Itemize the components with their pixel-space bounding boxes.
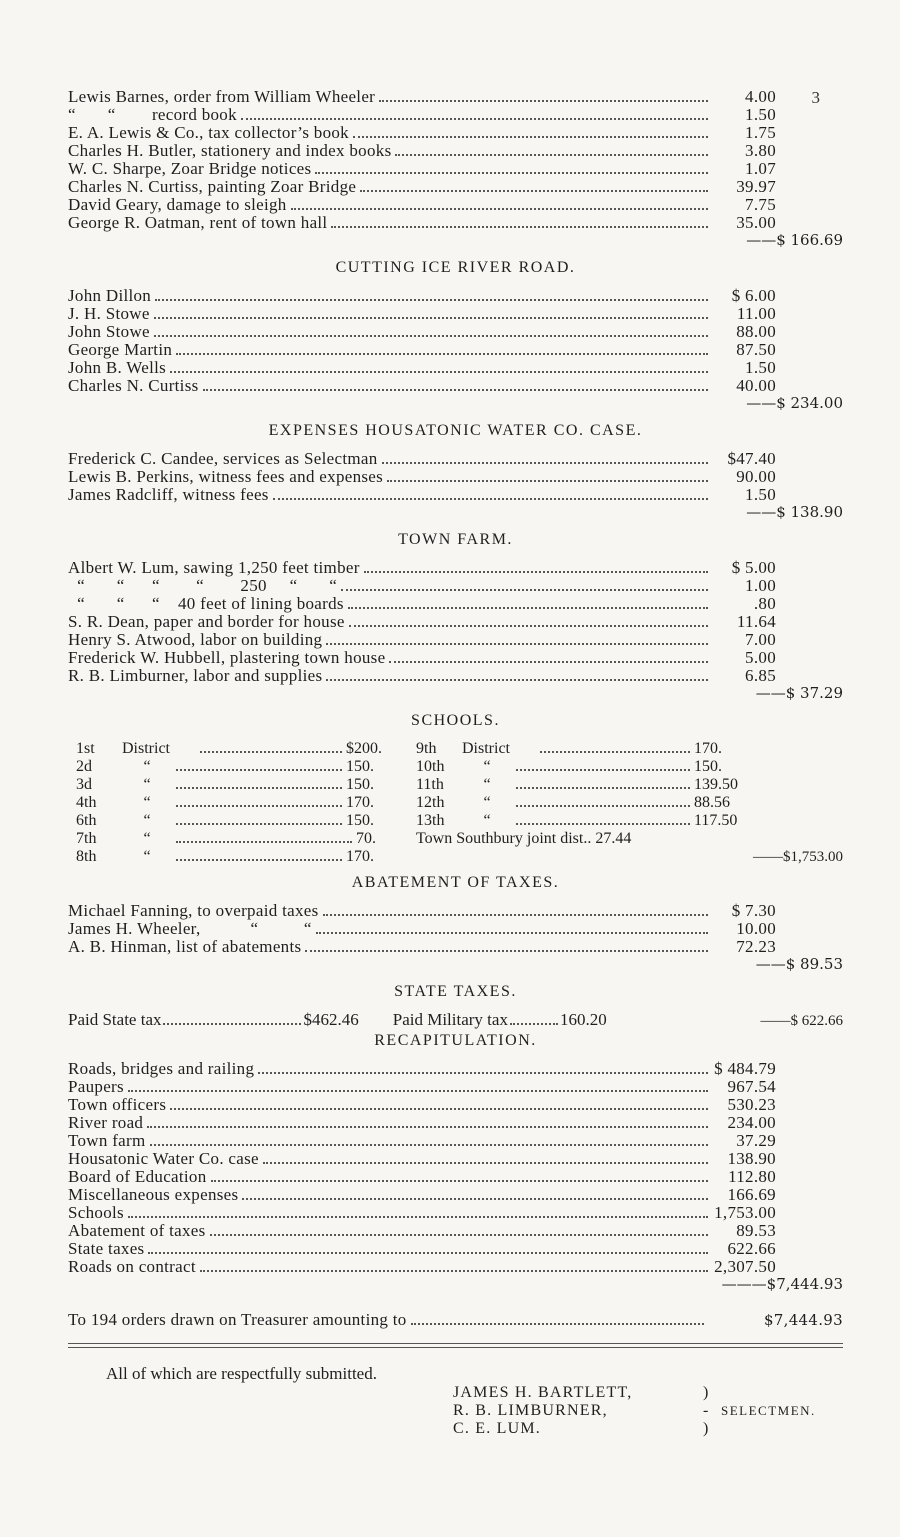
district-amount: 70.: [356, 830, 376, 847]
ledger-row: [68, 1060, 776, 1078]
leader-dots: [315, 172, 708, 174]
leader-dots: [170, 1108, 708, 1110]
school-row: [68, 776, 408, 794]
row-label: W. C. Sharpe, Zoar Bridge notices: [68, 159, 312, 178]
row-amount: 4.00: [745, 87, 776, 106]
row-amount: 1.75: [745, 123, 776, 142]
leader-dots: [516, 805, 690, 807]
section-total: ——$ 166.69: [746, 231, 843, 249]
row-label: John Dillon: [68, 286, 152, 305]
row-amount: .80: [753, 594, 776, 613]
orders-amount: $7,444.93: [763, 1311, 843, 1329]
leader-dots: [516, 787, 690, 789]
row-amount: 6.85: [745, 666, 776, 685]
row-label: John Stowe: [68, 322, 150, 341]
leader-dots: [389, 661, 708, 663]
leader-dots: [176, 787, 342, 789]
leader-dots: [200, 1270, 708, 1272]
ditto-mark: “: [143, 794, 151, 811]
leader-dots: [540, 751, 690, 753]
district-ordinal: 11th: [416, 776, 444, 793]
row-label: Lewis B. Perkins, witness fees and expenses: [68, 467, 384, 486]
district-ordinal: 3d: [76, 776, 92, 793]
row-amount: 3.80: [745, 141, 776, 160]
section-heading: RECAPITULATION.: [374, 1032, 537, 1049]
leader-dots: [128, 1090, 708, 1092]
row-amount: $ 5.00: [731, 558, 776, 577]
row-label: Lewis Barnes, order from William Wheeler: [68, 87, 376, 106]
ledger-row: [68, 124, 776, 142]
leader-dots: [360, 190, 708, 192]
district-ordinal: 8th: [76, 848, 97, 865]
row-amount: 11.00: [736, 304, 776, 323]
ditto-mark: “: [143, 776, 151, 793]
school-row: [408, 812, 843, 830]
ledger-row: [68, 88, 776, 106]
row-amount: 87.50: [736, 340, 776, 359]
row-amount: 10.00: [736, 919, 776, 938]
row-label: “ “ “ 40 feet of lining boards: [68, 594, 344, 613]
leader-dots: [291, 208, 708, 210]
ledger-row: [68, 938, 776, 956]
schools-table: [68, 740, 843, 866]
row-amount: 2,307.50: [714, 1257, 776, 1276]
school-row: [68, 812, 408, 830]
row-label: Albert W. Lum, sawing 1,250 feet timber: [68, 558, 360, 577]
ditto-mark: “: [143, 812, 151, 829]
district-word: District: [122, 740, 170, 757]
leader-dots: [395, 154, 708, 156]
row-amount: 1.00: [745, 576, 776, 595]
district-ordinal: 1st: [76, 740, 95, 757]
abatement-section: [68, 874, 848, 973]
district-amount: 170.: [346, 794, 374, 811]
paid-military-amount: 160.20: [559, 1010, 607, 1029]
school-row: [408, 830, 843, 848]
ditto-mark: “: [483, 776, 491, 793]
joint-district-amount: 27.44: [595, 830, 632, 847]
ledger-row: [68, 450, 776, 468]
ledger-row: [68, 196, 776, 214]
ledger-row: [68, 613, 776, 631]
section-total: ——$ 622.66: [760, 1013, 843, 1029]
row-label: Michael Fanning, to overpaid taxes: [68, 901, 319, 920]
school-row: [408, 776, 843, 794]
row-amount: 89.53: [736, 1221, 776, 1240]
leader-dots: [273, 498, 708, 500]
row-label: George R. Oatman, rent of town hall: [68, 213, 328, 232]
ice-section: [68, 259, 848, 412]
state-taxes-section: [68, 983, 848, 1030]
section-heading: CUTTING ICE RIVER ROAD.: [335, 259, 576, 276]
district-ordinal: 2d: [76, 758, 92, 775]
ledger-row: [68, 214, 776, 232]
row-amount: 35.00: [736, 213, 776, 232]
section-total: ——$ 89.53: [755, 955, 843, 973]
row-label: Housatonic Water Co. case: [68, 1149, 259, 1168]
section-heading: TOWN FARM.: [398, 531, 513, 548]
district-amount: 170.: [694, 740, 722, 757]
leader-dots: [176, 353, 708, 355]
leader-dots: [411, 1323, 704, 1325]
section-total: ——$ 234.00: [746, 394, 843, 412]
ledger-row: [68, 359, 776, 377]
district-amount: 117.50: [694, 812, 738, 829]
brace-mark: ) - ): [703, 1384, 710, 1437]
row-label: Board of Education: [68, 1167, 207, 1186]
leader-dots: [387, 480, 708, 482]
ledger-row: [68, 1078, 776, 1096]
row-amount: 112.80: [728, 1167, 776, 1186]
leader-dots: [323, 914, 709, 916]
leader-dots: [510, 1023, 558, 1025]
district-ordinal: 6th: [76, 812, 97, 829]
leader-dots: [163, 1023, 301, 1025]
water-case-section: [68, 422, 848, 521]
row-amount: 166.69: [727, 1185, 776, 1204]
paid-military-label: Paid Military tax: [392, 1010, 508, 1029]
section-heading: SCHOOLS.: [411, 712, 500, 729]
row-amount: 39.97: [736, 177, 776, 196]
district-amount: 150.: [694, 758, 722, 775]
row-amount: 40.00: [736, 376, 776, 395]
district-amount: 170.: [346, 848, 374, 865]
row-label: Town officers: [68, 1095, 167, 1114]
school-row: [408, 848, 843, 866]
ledger-row: [68, 902, 776, 920]
ledger-row: [68, 649, 776, 667]
schools-section: [68, 712, 848, 866]
recap-section: [68, 1032, 848, 1293]
row-label: David Geary, damage to sleigh: [68, 195, 287, 214]
joint-district-label: Town Southbury joint dist..: [416, 830, 592, 847]
signer-name: C. E. LUM.: [453, 1420, 541, 1437]
row-label: Schools: [68, 1203, 124, 1222]
ledger-row: [68, 468, 776, 486]
row-label: John B. Wells: [68, 358, 167, 377]
row-amount: 88.00: [736, 322, 776, 341]
ledger-row: [68, 1096, 776, 1114]
row-amount: 1.50: [745, 358, 776, 377]
leader-dots: [316, 932, 708, 934]
row-amount: $ 484.79: [714, 1059, 776, 1078]
district-amount: 150.: [346, 812, 374, 829]
row-amount: 967.54: [727, 1077, 776, 1096]
row-label: Frederick W. Hubbell, plastering town house: [68, 648, 386, 667]
school-row: [408, 794, 843, 812]
section-heading: ABATEMENT OF TAXES.: [351, 874, 560, 891]
district-amount: 150.: [346, 758, 374, 775]
leader-dots: [176, 769, 342, 771]
school-row: [68, 848, 408, 866]
state-tax-row: [68, 1011, 843, 1030]
row-amount: 90.00: [736, 467, 776, 486]
leader-dots: [176, 805, 342, 807]
paid-state-label: Paid State tax: [68, 1010, 162, 1029]
row-amount: $ 6.00: [731, 286, 776, 305]
ledger-row: [68, 323, 776, 341]
row-amount: 1.50: [745, 105, 776, 124]
row-label: A. B. Hinman, list of abatements: [68, 937, 302, 956]
row-label: Charles N. Curtiss: [68, 376, 199, 395]
leader-dots: [241, 118, 708, 120]
district-ordinal: 9th: [416, 740, 437, 757]
row-label: George Martin: [68, 340, 173, 359]
ledger-row: [68, 178, 776, 196]
leader-dots: [176, 859, 342, 861]
row-label: James H. Wheeler, “ “: [68, 919, 312, 938]
row-amount: 530.23: [727, 1095, 776, 1114]
ditto-mark: “: [483, 758, 491, 775]
row-label: Paupers: [68, 1077, 124, 1096]
ledger-row: [68, 1132, 776, 1150]
ledger-row: [68, 341, 776, 359]
ledger-row: [68, 1114, 776, 1132]
row-label: J. H. Stowe: [68, 304, 150, 323]
misc-expenses-section: [68, 88, 848, 249]
row-label: Miscellaneous expenses: [68, 1185, 239, 1204]
paid-state-amount: $462.46: [303, 1010, 359, 1029]
row-amount: 1,753.00: [714, 1203, 776, 1222]
leader-dots: [170, 371, 708, 373]
row-amount: $ 7.30: [731, 901, 776, 920]
district-amount: 139.50: [694, 776, 738, 793]
ditto-mark: “: [143, 848, 151, 865]
ledger-row: [68, 287, 776, 305]
row-amount: 5.00: [745, 648, 776, 667]
leader-dots: [210, 1234, 708, 1236]
selectmen-title: SELECTMEN.: [721, 1403, 816, 1418]
row-label: R. B. Limburner, labor and supplies: [68, 666, 323, 685]
leader-dots: [176, 823, 342, 825]
leader-dots: [258, 1072, 708, 1074]
ledger-row: [68, 486, 776, 504]
leader-dots: [516, 769, 690, 771]
ledger-row: [68, 160, 776, 178]
leader-dots: [379, 100, 708, 102]
leader-dots: [150, 1144, 708, 1146]
row-label: Abatement of taxes: [68, 1221, 206, 1240]
ditto-mark: “: [143, 830, 151, 847]
page-number: 3: [811, 88, 820, 107]
district-ordinal: 13th: [416, 812, 445, 829]
school-row: [68, 830, 408, 848]
ledger-row: [68, 106, 776, 124]
leader-dots: [211, 1180, 708, 1182]
row-amount: 1.50: [745, 485, 776, 504]
ledger-row: [68, 1222, 776, 1240]
closing-statement: All of which are respectfully submitted.: [106, 1364, 377, 1383]
leader-dots: [364, 571, 708, 573]
ledger-row: [68, 631, 776, 649]
signature-block: [453, 1384, 848, 1438]
leader-dots: [341, 589, 708, 591]
row-label: S. R. Dean, paper and border for house: [68, 612, 345, 631]
leader-dots: [382, 462, 708, 464]
row-amount: 11.64: [736, 612, 776, 631]
leader-dots: [353, 136, 708, 138]
row-label: River road: [68, 1113, 144, 1132]
leader-dots: [326, 679, 708, 681]
section-total: ———$7,444.93: [721, 1275, 843, 1293]
ledger-row: [68, 1186, 776, 1204]
leader-dots: [348, 607, 708, 609]
leader-dots: [203, 389, 708, 391]
signer-name: JAMES H. BARTLETT,: [453, 1384, 633, 1401]
row-amount: 234.00: [727, 1113, 776, 1132]
schools-right-column: [408, 740, 843, 866]
row-label: Roads, bridges and railing: [68, 1059, 255, 1078]
ledger-row: [68, 667, 776, 685]
leader-dots: [148, 1252, 708, 1254]
row-amount: 37.29: [736, 1131, 776, 1150]
ledger-row: [68, 559, 776, 577]
ledger-row: [68, 1168, 776, 1186]
orders-row: [68, 1311, 843, 1329]
row-amount: 1.07: [745, 159, 776, 178]
leader-dots: [305, 950, 708, 952]
row-label: State taxes: [68, 1239, 145, 1258]
ditto-mark: “: [483, 812, 491, 829]
district-ordinal: 10th: [416, 758, 445, 775]
leader-dots: [263, 1162, 708, 1164]
row-label: Town farm: [68, 1131, 146, 1150]
ledger-row: [68, 305, 776, 323]
leader-dots: [154, 335, 708, 337]
row-amount: 72.23: [736, 937, 776, 956]
ledger-row: [68, 577, 776, 595]
section-heading: STATE TAXES.: [394, 983, 517, 1000]
row-amount: $47.40: [727, 449, 776, 468]
row-label: Henry S. Atwood, labor on building: [68, 630, 323, 649]
district-ordinal: 7th: [76, 830, 97, 847]
district-word: District: [462, 740, 510, 757]
leader-dots: [155, 299, 708, 301]
school-row: [408, 740, 843, 758]
leader-dots: [176, 841, 352, 843]
ledger-row: [68, 920, 776, 938]
row-label: Frederick C. Candee, services as Selectman: [68, 449, 378, 468]
signer-name: R. B. LIMBURNER,: [453, 1402, 608, 1419]
town-farm-section: [68, 531, 848, 702]
ledger-row: [68, 595, 776, 613]
ledger-row: [68, 1258, 776, 1276]
row-amount: 7.75: [745, 195, 776, 214]
row-amount: 138.90: [727, 1149, 776, 1168]
schools-left-column: [68, 740, 408, 866]
ditto-mark: “: [483, 794, 491, 811]
district-amount: 150.: [346, 776, 374, 793]
leader-dots: [200, 751, 342, 753]
row-label: Charles N. Curtiss, painting Zoar Bridge: [68, 177, 357, 196]
row-amount: 622.66: [727, 1239, 776, 1258]
section-total: ——$ 138.90: [746, 503, 843, 521]
leader-dots: [154, 317, 708, 319]
district-ordinal: 12th: [416, 794, 445, 811]
leader-dots: [128, 1216, 708, 1218]
leader-dots: [147, 1126, 708, 1128]
divider-rule: [68, 1343, 843, 1344]
leader-dots: [326, 643, 708, 645]
school-row: [408, 758, 843, 776]
divider-rule: [68, 1347, 843, 1348]
row-label: Charles H. Butler, stationery and index books: [68, 141, 392, 160]
row-amount: 7.00: [745, 630, 776, 649]
section-heading: EXPENSES HOUSATONIC WATER CO. CASE.: [268, 422, 643, 439]
ledger-row: [68, 142, 776, 160]
leader-dots: [331, 226, 708, 228]
school-row: [68, 740, 408, 758]
row-label: “ “ “ “ 250 “ “: [68, 576, 338, 595]
school-row: [68, 794, 408, 812]
leader-dots: [242, 1198, 708, 1200]
school-row: [68, 758, 408, 776]
district-amount: $200.: [346, 740, 382, 757]
section-total: ——$1,753.00: [753, 849, 843, 865]
report-page: [68, 88, 848, 1438]
leader-dots: [349, 625, 708, 627]
ditto-mark: “: [143, 758, 151, 775]
ledger-row: [68, 1204, 776, 1222]
district-amount: 88.56: [694, 794, 730, 811]
row-label: James Radcliff, witness fees: [68, 485, 269, 504]
section-total: ——$ 37.29: [755, 684, 843, 702]
district-ordinal: 4th: [76, 794, 97, 811]
ledger-row: [68, 377, 776, 395]
orders-label: To 194 orders drawn on Treasurer amounting to: [68, 1310, 407, 1329]
leader-dots: [516, 823, 690, 825]
row-label: “ “ record book: [68, 105, 237, 124]
ledger-row: [68, 1240, 776, 1258]
row-label: Roads on contract: [68, 1257, 196, 1276]
row-label: E. A. Lewis & Co., tax collector’s book: [68, 123, 349, 142]
ledger-row: [68, 1150, 776, 1168]
